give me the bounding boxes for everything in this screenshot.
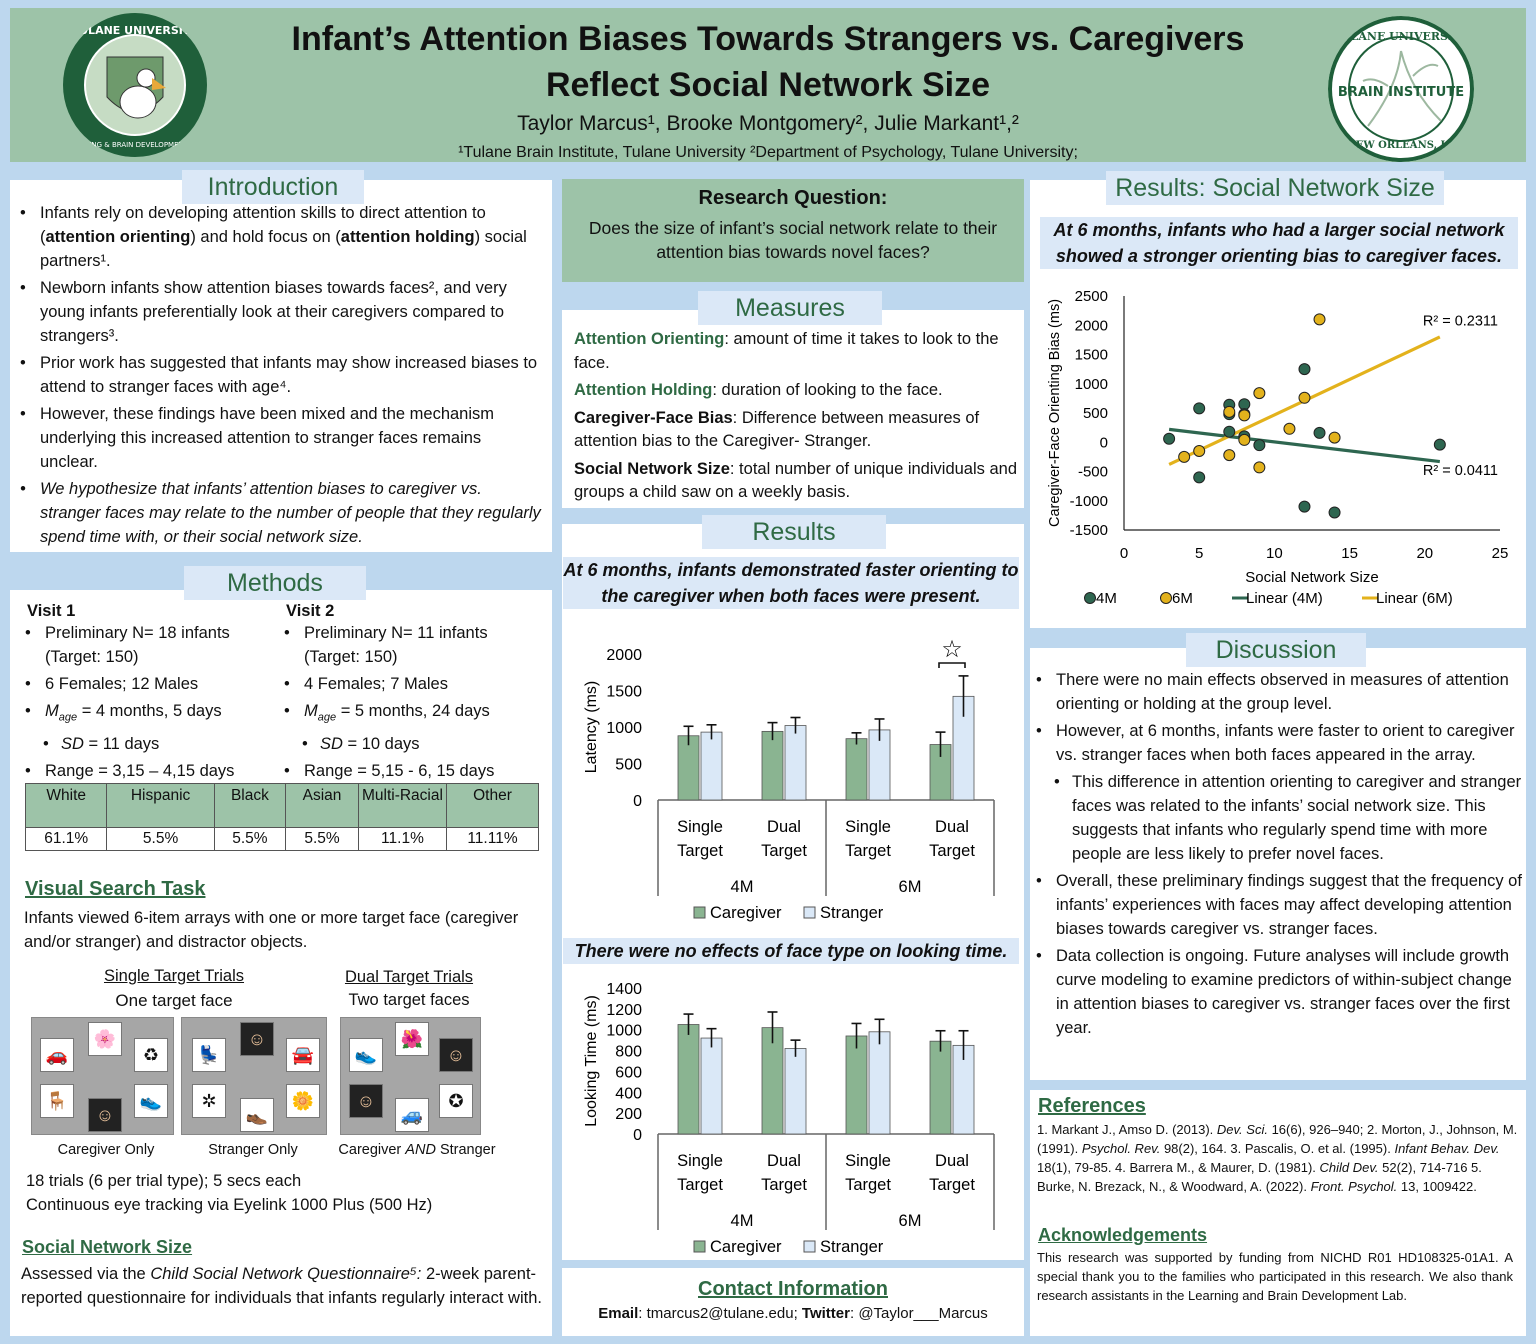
table-cell: 11.11% — [446, 828, 538, 851]
legend-label: Linear (6M) — [1376, 590, 1453, 607]
car-icon: 🚗 — [40, 1038, 74, 1072]
discussion-bullet-2: • However, at 6 months, infants were faster to orient to caregiver vs. stranger faces when both faces appeared in the array. — [1028, 719, 1522, 767]
research-question-panel — [562, 179, 1024, 282]
references-heading: References — [1038, 1095, 1146, 1117]
point-4m — [1254, 440, 1265, 451]
bar-caregiver — [930, 1041, 951, 1134]
intro-bullet-1: • Infants rely on developing attention skills to direct attention to (attention orienting) and hold focus on (attention holding) social partners¹. — [12, 201, 542, 273]
x-axis-label: Social Network Size — [1245, 569, 1379, 586]
r-squared-4m: R² = 0.0411 — [1422, 463, 1498, 480]
svg-text:NEW ORLEANS, LA: NEW ORLEANS, LA — [1346, 140, 1456, 151]
y-tick-label: 0 — [633, 1127, 642, 1144]
legend-marker — [1085, 593, 1096, 604]
caption-stranger-only: Stranger Only — [208, 1142, 298, 1158]
discussion-bullet-4: • Overall, these preliminary findings suggest that the frequency of infants’ experiences with faces may affect developing attention biases towards caregiver vs. stranger faces. — [1028, 869, 1522, 941]
bar-caregiver — [678, 736, 699, 800]
toy-icon: ✲ — [192, 1084, 226, 1118]
point-6m — [1299, 392, 1310, 403]
introduction-list — [12, 201, 542, 552]
point-4m — [1194, 472, 1205, 483]
title-line-1: Infant’s Attention Biases Towards Strangers vs. Caregivers — [291, 20, 1245, 58]
y-axis-label: Caregiver-Face Orienting Bias (ms) — [1047, 298, 1063, 528]
contact-panel — [562, 1268, 1024, 1336]
visit-1 — [27, 602, 285, 786]
y-tick-label: 1000 — [606, 1022, 642, 1040]
legend-label: Linear (4M) — [1246, 590, 1323, 607]
point-4m — [1314, 427, 1325, 438]
poster-header — [10, 8, 1526, 162]
table-cell: 5.5% — [214, 828, 285, 851]
legend-label: 6M — [1172, 590, 1193, 607]
dual-target-title: Dual Target Trials — [344, 968, 474, 986]
array-stranger-only — [181, 1017, 327, 1135]
x-tick-label: Single — [845, 1152, 891, 1170]
chair-icon: 💺 — [192, 1038, 226, 1072]
y-tick-label: 1200 — [606, 1001, 642, 1019]
bar-caregiver — [846, 739, 867, 800]
x-tick-label: 20 — [1416, 545, 1434, 562]
visit-1-mage: • $M_{age} = 4$ months, 5 days — [17, 699, 285, 729]
visit-1-n: • Preliminary N= 18 infants (Target: 150) — [17, 621, 285, 669]
network-size-scatter-plot — [1030, 280, 1526, 620]
bar-stranger — [785, 1048, 806, 1134]
array-caregiver-and-stranger — [340, 1017, 481, 1135]
table-header: White — [26, 784, 107, 828]
y-tick-label: 2000 — [606, 647, 642, 664]
contact-heading: Contact Information — [698, 1278, 888, 1300]
legend-swatch — [694, 1241, 705, 1252]
face-icon: ☺ — [439, 1038, 473, 1072]
y-tick-label: -1000 — [1069, 492, 1108, 510]
visit-2-sd: • SD = 10 days — [276, 732, 544, 756]
latency-bar-chart — [562, 636, 1024, 926]
acknowledgements-text: This research was supported by funding from NICHD R01 HD108325-01A1. A special thank you to the families who participated in this research. We also thank research assistants in the Learning and Brain Development Lab. — [1037, 1250, 1513, 1303]
dual-target-sub: Two target faces — [348, 991, 470, 1009]
results-heading: Results — [702, 515, 886, 549]
bar-stranger — [701, 732, 722, 800]
y-tick-label: 500 — [615, 756, 642, 774]
table-header: Black — [214, 784, 285, 828]
bar-caregiver — [846, 1036, 867, 1134]
bar-caregiver — [678, 1025, 699, 1135]
point-6m — [1284, 423, 1295, 434]
flower-icon: 🌺 — [395, 1022, 429, 1056]
legend-label: Caregiver — [710, 1238, 782, 1256]
y-tick-label: 2500 — [1074, 288, 1108, 305]
x-tick-label: Target — [929, 842, 975, 860]
measure-bias: Caregiver-Face Bias: Difference between measures of attention bias to the Caregiver- Stranger. — [574, 408, 980, 450]
y-axis-label: Looking Time (ms) — [583, 995, 600, 1127]
point-6m — [1254, 388, 1265, 399]
point-6m — [1224, 406, 1235, 417]
y-tick-label: 0 — [1099, 434, 1108, 452]
discussion-bullet-5: • Data collection is ongoing. Future analyses will include growth curve modeling to examine predictors of within-subject change in attention biases to caregiver vs. stranger faces over the first year. — [1028, 944, 1522, 1040]
table-cell: 11.1% — [358, 828, 446, 851]
visit-1-title: Visit 1 — [27, 602, 76, 620]
point-4m — [1299, 501, 1310, 512]
x-tick-label: Single — [677, 1152, 723, 1170]
x-tick-label: Target — [845, 1176, 891, 1194]
visit-2-range: • Range = 5,15 - 6, 15 days — [276, 759, 544, 783]
x-tick-label: Dual — [767, 818, 801, 836]
shoe-icon: 👞 — [240, 1098, 274, 1132]
legend-marker — [1161, 593, 1172, 604]
table-header: Asian — [286, 784, 359, 828]
y-tick-label: 1000 — [606, 720, 642, 737]
discussion-heading: Discussion — [1186, 633, 1366, 667]
measures-heading: Measures — [698, 291, 882, 325]
legend-swatch — [804, 1241, 815, 1252]
x-tick-label: Dual — [935, 818, 969, 836]
measure-holding: Attention Holding: duration of looking to the face. — [574, 381, 943, 399]
caption-caregiver-and-stranger: Caregiver AND Stranger — [338, 1142, 496, 1158]
x-tick-label: 10 — [1266, 545, 1283, 562]
group-label: 4M — [730, 1212, 754, 1230]
significance-bracket — [939, 663, 965, 668]
title-line-2: Reflect Social Network Size — [545, 66, 991, 104]
point-4m — [1224, 426, 1235, 437]
legend-label: 4M — [1096, 590, 1117, 607]
single-target-sub: One target face — [115, 991, 233, 1010]
legend-label: Stranger — [820, 1238, 884, 1256]
svg-text:TULANE UNIVERSITY: TULANE UNIVERSITY — [71, 24, 199, 37]
research-question-text: Does the size of infant’s social network relate to their attention bias towards novel faces? — [588, 218, 998, 262]
visit-2-title: Visit 2 — [286, 602, 335, 620]
references-text: 1. Markant J., Amso D. (2013). Dev. Sci. 16(6), 926–940; 2. Morton, J., Johnson, M. (1991). Psychol. Rev. 98(2), 164. 3. Pascalis, O. et al. (1995). Infant Behav. Dev. 18(1), 79-85. 4. Barrera M., & Maurer, D. (1981). Child Dev. 52(2), 714-716 5. Burke, N. Brezack, N., & Woodward, A. (2022). Front. Psychol. 13, 1009422. — [1037, 1122, 1518, 1194]
results-finding-1: At 6 months, infants demonstrated faster orienting to the caregiver when both faces were present. — [563, 557, 1019, 609]
table-header: Other — [446, 784, 538, 828]
intro-bullet-3: • Prior work has suggested that infants may show increased biases to attend to stranger faces with age⁴. — [12, 351, 542, 399]
y-tick-label: 1400 — [606, 981, 642, 998]
x-tick-label: Dual — [935, 1152, 969, 1170]
x-tick-label: 25 — [1491, 545, 1509, 562]
table-cell: 5.5% — [286, 828, 359, 851]
measures-list — [574, 328, 1018, 505]
toy-icon: ✪ — [439, 1084, 473, 1118]
bar-caregiver — [762, 1028, 783, 1134]
point-6m — [1179, 451, 1190, 462]
point-6m — [1194, 446, 1205, 457]
poster-title — [230, 16, 1306, 108]
visit-1-sex: • 6 Females; 12 Males — [17, 672, 285, 696]
table-cell: 61.1% — [26, 828, 107, 851]
point-6m — [1314, 314, 1325, 325]
group-label: 6M — [898, 1212, 922, 1230]
introduction-heading: Introduction — [182, 170, 364, 204]
chair-icon: 🪑 — [40, 1084, 74, 1118]
table-header: Multi-Racial — [358, 784, 446, 828]
bar-stranger — [701, 1038, 722, 1134]
x-tick-label: Target — [677, 842, 723, 860]
visit-1-range: • Range = 3,15 – 4,15 days — [17, 759, 285, 783]
group-label: 4M — [730, 878, 754, 896]
legend-label: Caregiver — [710, 904, 782, 922]
point-4m — [1164, 433, 1175, 444]
point-6m — [1239, 434, 1250, 445]
face-icon: ☺ — [88, 1098, 122, 1132]
y-axis-label: Latency (ms) — [583, 680, 600, 774]
y-tick-label: 0 — [633, 793, 642, 810]
point-6m — [1239, 410, 1250, 421]
discussion-list — [1028, 668, 1522, 1043]
table-header: Hispanic — [107, 784, 214, 828]
bar-stranger — [869, 1032, 890, 1134]
point-4m — [1194, 403, 1205, 414]
social-network-size-heading: Social Network Size — [22, 1237, 193, 1257]
face-icon: ☺ — [349, 1084, 383, 1118]
car-icon: 🚘 — [286, 1038, 320, 1072]
x-tick-label: 15 — [1341, 545, 1358, 562]
face-icon: ☺ — [240, 1022, 274, 1056]
array-caregiver-only — [31, 1017, 174, 1135]
y-tick-label: 1500 — [1074, 346, 1108, 364]
visual-search-heading: Visual Search Task — [25, 878, 206, 900]
significance-star: ☆ — [941, 636, 963, 663]
flower-icon: 🌸 — [88, 1022, 122, 1056]
x-tick-label: Target — [677, 1176, 723, 1194]
x-tick-label: Target — [761, 1176, 807, 1194]
x-tick-label: 5 — [1195, 545, 1204, 562]
flower-icon: 🌼 — [286, 1084, 320, 1118]
x-tick-label: Single — [845, 818, 891, 836]
single-target-title: Single Target Trials — [103, 967, 245, 985]
point-6m — [1224, 450, 1235, 461]
legend-label: Stranger — [820, 904, 884, 922]
group-label: 6M — [898, 878, 922, 896]
research-question-heading: Research Question: — [698, 187, 888, 209]
demographics-header-row — [26, 784, 539, 828]
y-tick-label: 800 — [615, 1043, 642, 1061]
table-cell: 5.5% — [107, 828, 214, 851]
intro-bullet-4: • However, these findings have been mixed and the mechanism underlying this increased attention to stranger faces remains unclear. — [12, 402, 542, 474]
car-icon: 🚙 — [395, 1098, 429, 1132]
measure-orienting: Attention Orienting: amount of time it takes to look to the face. — [574, 330, 999, 372]
lab-logo — [62, 12, 208, 158]
y-tick-label: 600 — [615, 1064, 642, 1082]
svg-text:TULANE UNIVERSITY: TULANE UNIVERSITY — [1332, 30, 1470, 43]
y-tick-label: 200 — [615, 1106, 642, 1124]
y-tick-label: 2000 — [1074, 317, 1108, 335]
visit-2-sex: • 4 Females; 7 Males — [276, 672, 544, 696]
visit-1-sd: • SD = 11 days — [17, 732, 285, 756]
svg-text:BRAIN INSTITUTE: BRAIN INSTITUTE — [1337, 85, 1465, 100]
visit-2-mage: • $M_{age} = 5$ months, 24 days — [276, 699, 544, 729]
legend-swatch — [804, 907, 815, 918]
y-tick-label: -500 — [1077, 463, 1108, 481]
x-tick-label: Target — [761, 842, 807, 860]
intro-bullet-2: • Newborn infants show attention biases towards faces², and very young infants preferentially look at their caregivers compared to strangers³. — [12, 276, 542, 348]
affiliations: ¹Tulane Brain Institute, Tulane University ²Department of Psychology, Tulane University; — [458, 144, 1078, 161]
x-tick-label: Dual — [767, 1152, 801, 1170]
svg-text:LEARNING & BRAIN DEVELOPMENT L: LEARNING & BRAIN DEVELOPMENT LAB — [66, 141, 204, 149]
legend-swatch — [694, 907, 705, 918]
x-tick-label: Target — [845, 842, 891, 860]
x-tick-label: 0 — [1119, 545, 1129, 562]
y-tick-label: 400 — [615, 1085, 642, 1103]
x-tick-label: Target — [929, 1176, 975, 1194]
point-6m — [1329, 432, 1340, 443]
authors: Taylor Marcus¹, Brooke Montgomery², Julie Markant¹,² — [517, 112, 1019, 135]
contact-details: Email: tmarcus2@tulane.edu; Twitter: @Taylor___Marcus — [598, 1305, 988, 1322]
y-tick-label: 500 — [1082, 405, 1108, 422]
y-tick-label: 1500 — [606, 683, 642, 701]
results-finding-2: There were no effects of face type on looking time. — [563, 938, 1019, 964]
brain-institute-logo — [1328, 16, 1474, 162]
y-tick-label: -1500 — [1069, 522, 1108, 539]
visual-search-text: Infants viewed 6-item arrays with one or more target face (caregiver and/or stranger) and distractor objects. — [24, 909, 519, 951]
x-tick-label: Single — [677, 818, 723, 836]
discussion-bullet-3: • This difference in attention orienting to caregiver and stranger faces was related to the infants’ social network size. This suggests that infants who regularly spend time with more people are less likely to prefer novel faces. — [1028, 770, 1522, 866]
demographics-table — [25, 783, 539, 851]
acknowledgements-heading: Acknowledgements — [1038, 1225, 1208, 1245]
shoe-icon: 👟 — [349, 1038, 383, 1072]
caption-caregiver-only: Caregiver Only — [57, 1142, 155, 1158]
point-4m — [1299, 364, 1310, 375]
toy-icon: ♻ — [134, 1038, 168, 1072]
trials-text: 18 trials (6 per trial type); 5 secs each — [26, 1172, 302, 1190]
sns-results-heading: Results: Social Network Size — [1106, 171, 1444, 205]
social-network-size-text: Assessed via the Child Social Network Questionnaire⁵: 2-week parent-reported questionnaire for individuals that infants regularly interact with. — [21, 1265, 542, 1307]
point-4m — [1329, 507, 1340, 518]
tracking-text: Continuous eye tracking via Eyelink 1000 Plus (500 Hz) — [26, 1196, 433, 1214]
point-4m — [1239, 399, 1250, 410]
y-tick-label: 1000 — [1074, 375, 1108, 393]
methods-heading: Methods — [184, 566, 366, 600]
bar-stranger — [785, 726, 806, 800]
point-6m — [1254, 462, 1265, 473]
looking-time-bar-chart — [562, 970, 1024, 1260]
shoe-icon: 👟 — [134, 1084, 168, 1118]
r-squared-6m: R² = 0.2311 — [1422, 313, 1498, 330]
measure-network: Social Network Size: total number of unique individuals and groups a child saw on a weekly basis. — [574, 459, 1017, 501]
intro-bullet-5: • We hypothesize that infants’ attention biases to caregiver vs. stranger faces may relate to the number of people that they regularly spend time with, or their social network size. — [12, 477, 542, 549]
point-4m — [1434, 439, 1445, 450]
visit-2 — [286, 602, 544, 786]
demographics-value-row — [26, 828, 539, 851]
bar-caregiver — [762, 731, 783, 800]
discussion-bullet-1: • There were no main effects observed in measures of attention orienting or holding at the group level. — [1028, 668, 1522, 716]
visit-2-n: • Preliminary N= 11 infants (Target: 150) — [276, 621, 544, 669]
sns-results-finding: At 6 months, infants who had a larger social network showed a stronger orienting bias to caregiver faces. — [1040, 217, 1518, 269]
